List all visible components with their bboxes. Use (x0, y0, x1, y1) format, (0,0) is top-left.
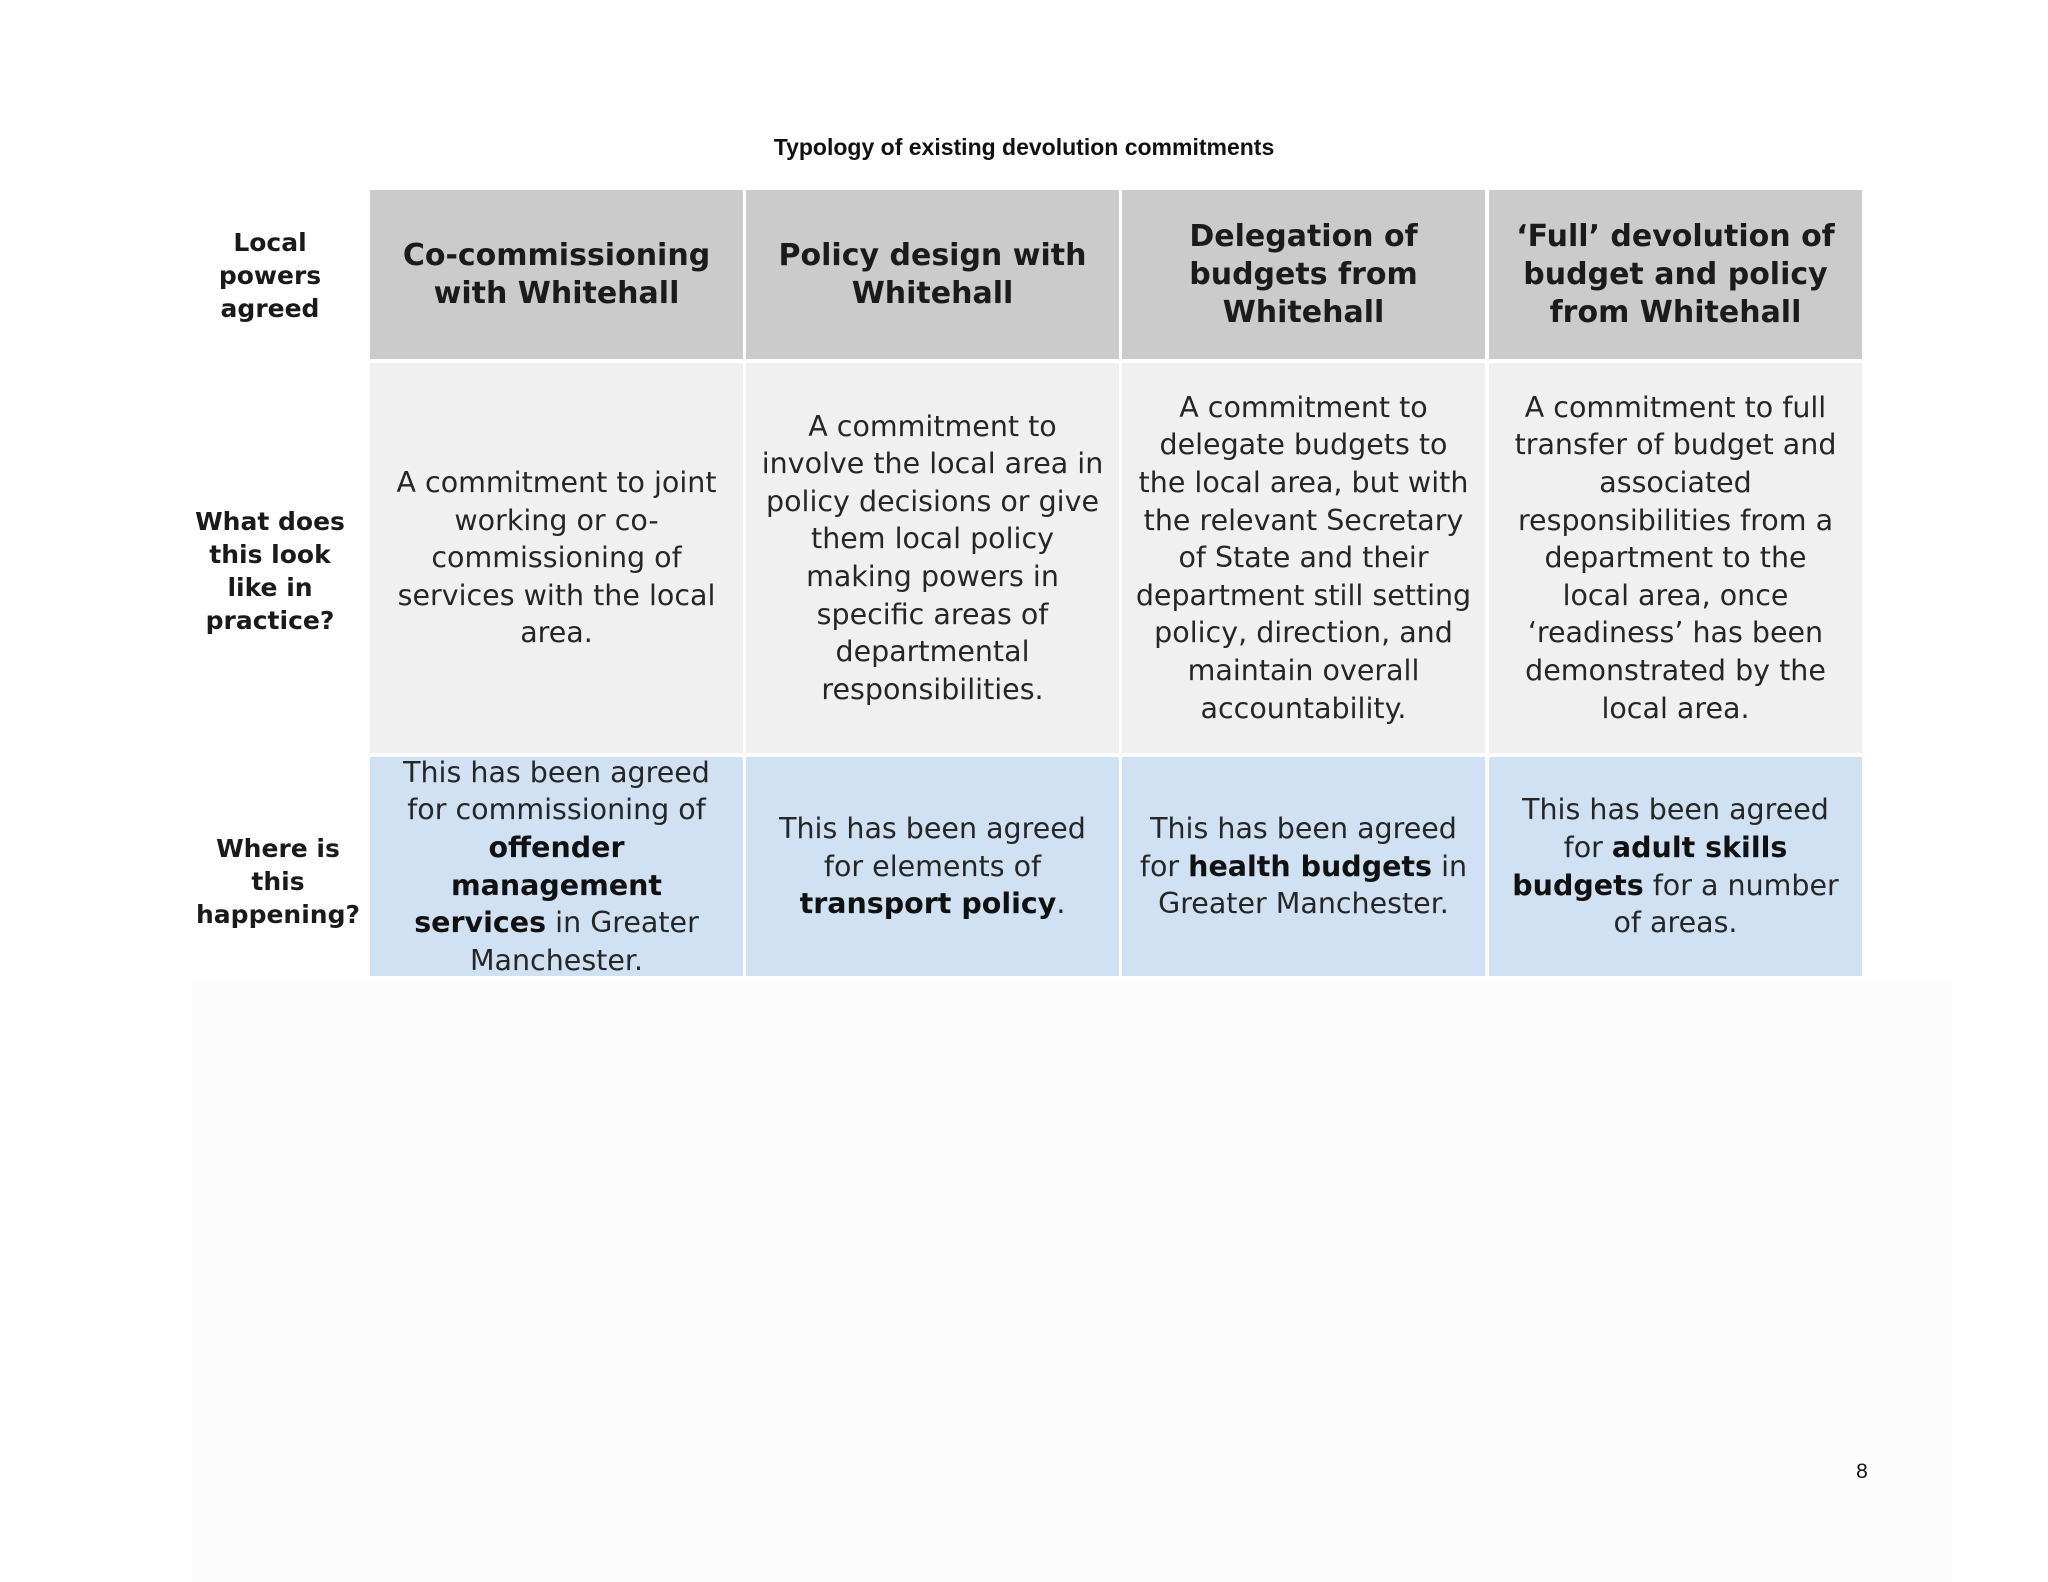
where-cell-policy-design (746, 757, 1119, 976)
row-label-where-text: Where is this happening? (196, 834, 360, 929)
page-shade (192, 980, 1952, 1582)
header-cell-delegation-budgets (1122, 190, 1485, 359)
where-text-emphasis: health budgets (1188, 849, 1433, 883)
practice-cell-delegation-budgets (1122, 363, 1485, 753)
header-text: Delegation of budgets from Whitehall (1189, 218, 1418, 330)
header-cell-policy-design (746, 190, 1119, 359)
header-cell-full-devolution (1489, 190, 1862, 359)
practice-cell-policy-design (746, 363, 1119, 753)
where-text-emphasis: adult skills budgets (1512, 830, 1788, 902)
row-label-practice (180, 505, 360, 637)
header-text: Co-commissioning with Whitehall (402, 237, 711, 311)
row-label-local-powers (180, 226, 360, 325)
where-text-emphasis: transport policy (799, 887, 1057, 921)
practice-text: A commitment to full transfer of budget and associated responsibilities from a department to the local area, once ‘readiness’ has been demonstrated by the local area. (1514, 390, 1837, 725)
where-text-emphasis: offender management services (414, 830, 663, 940)
practice-text: A commitment to involve the local area in policy decisions or give them local policy making powers in specific areas of departmental responsibilities. (761, 409, 1104, 706)
practice-text: A commitment to joint working or co-commissioning of services with the local area. (396, 466, 717, 650)
where-text (1501, 791, 1850, 941)
where-text-tail: . (1056, 887, 1066, 921)
page-number: 8 (1856, 1460, 1868, 1483)
where-text-tail: for a number of areas. (1613, 868, 1839, 940)
where-cell-full-devolution (1489, 757, 1862, 976)
where-text-lead: This has been agreed for elements of (779, 812, 1086, 883)
where-text-lead: This has been agreed for (1139, 812, 1457, 883)
header-cell-co-commissioning (370, 190, 743, 359)
practice-cell-full-devolution (1489, 363, 1862, 753)
document-title: Typology of existing devolution commitments (773, 134, 1275, 160)
row-label-local-powers-text: Local powers agreed (218, 228, 322, 323)
where-cell-co-commissioning (370, 757, 743, 976)
header-text: Policy design with Whitehall (778, 237, 1087, 311)
practice-text: A commitment to delegate budgets to the local area, but with the relevant Secretary of State and their department still setting policy, direction, and maintain overall accountability. (1135, 390, 1472, 725)
row-label-where (188, 832, 368, 931)
where-text (758, 810, 1107, 923)
where-text (1134, 810, 1473, 923)
where-text (384, 754, 729, 980)
where-cell-delegation-budgets (1122, 757, 1485, 976)
where-text-tail: in Greater Manchester. (1158, 849, 1468, 921)
where-text-lead: This has been agreed for commissioning of (403, 755, 710, 827)
row-label-practice-text: What does this look like in practice? (195, 507, 345, 635)
where-text-lead: This has been agreed for (1522, 793, 1829, 864)
practice-cell-co-commissioning (370, 363, 743, 753)
header-text: ‘Full’ devolution of budget and policy from Whitehall (1516, 218, 1835, 330)
where-text-tail: in Greater Manchester. (469, 906, 699, 977)
